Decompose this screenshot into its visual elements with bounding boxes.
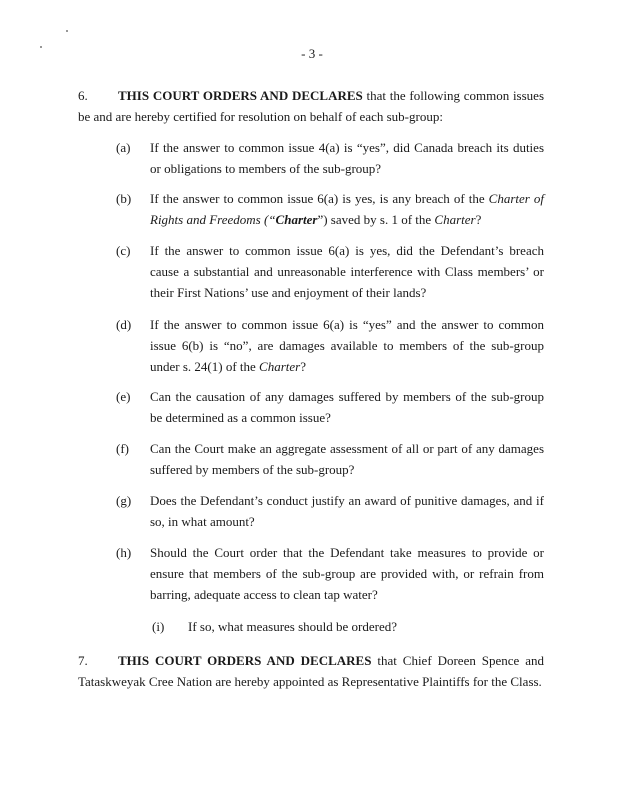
issue-label: (b) — [116, 191, 132, 206]
paragraph-7 — [78, 650, 544, 692]
sub-issue-i — [152, 616, 544, 637]
order-heading: THIS COURT ORDERS AND DECLARES — [118, 88, 363, 103]
issue-h — [116, 542, 544, 605]
issue-label: (g) — [116, 493, 132, 508]
issue-f — [116, 438, 544, 480]
scan-speck — [66, 30, 68, 32]
issue-label: (d) — [116, 317, 132, 332]
paragraph-6 — [78, 85, 544, 127]
issue-text: If the answer to common issue 6(a) is yes, is any breach of the Charter of Rights and Freedoms (“Charter”) saved by s. 1 of the Charter? — [150, 191, 544, 227]
issue-e — [116, 386, 544, 428]
order-heading: THIS COURT ORDERS AND DECLARES — [118, 653, 372, 668]
sub-issue-label: (i) — [152, 619, 165, 634]
issue-a — [116, 137, 544, 179]
issue-text: If the answer to common issue 6(a) is “yes” and the answer to common issue 6(b) is “no”, are damages available to members of the sub-group under s. 24(1) of the Charter? — [150, 317, 544, 374]
issue-text: If the answer to common issue 4(a) is “yes”, did Canada breach its duties or obligations to members of the sub-group? — [150, 140, 544, 176]
page-number: - 3 - — [301, 46, 323, 61]
issue-d — [116, 314, 544, 377]
issue-text: If the answer to common issue 6(a) is yes, did the Defendant’s breach cause a substantial and unreasonable interference with Class members’ or their First Nations’ use and enjoyment of their lands? — [150, 243, 544, 300]
paragraph-number: 7. — [78, 653, 88, 668]
issue-label: (e) — [116, 389, 131, 404]
paragraph-text: that Chief Doreen Spence and Tataskweyak Cree Nation are hereby appointed as Representative Plaintiffs for the Class. — [78, 653, 544, 689]
issue-text: Does the Defendant’s conduct justify an award of punitive damages, and if so, in what amount? — [150, 493, 544, 529]
issue-text: Should the Court order that the Defendant take measures to provide or ensure that members of the sub-group are provided with, or refrain from barring, adequate access to clean tap water? — [150, 545, 544, 602]
issue-label: (f) — [116, 441, 129, 456]
issue-label: (c) — [116, 243, 131, 258]
issue-g — [116, 490, 544, 532]
issue-b — [116, 188, 544, 230]
issue-text: Can the Court make an aggregate assessment of all or part of any damages suffered by members of the sub-group? — [150, 441, 544, 477]
issue-label: (h) — [116, 545, 132, 560]
paragraph-text: that the following common issues be and are hereby certified for resolution on behalf of each sub-group: — [78, 88, 545, 124]
sub-issue-text: If so, what measures should be ordered? — [188, 619, 398, 634]
issue-c — [116, 240, 544, 303]
paragraph-number: 6. — [78, 88, 88, 103]
issue-label: (a) — [116, 140, 131, 155]
issue-text: Can the causation of any damages suffered by members of the sub-group be determined as a common issue? — [150, 389, 544, 425]
